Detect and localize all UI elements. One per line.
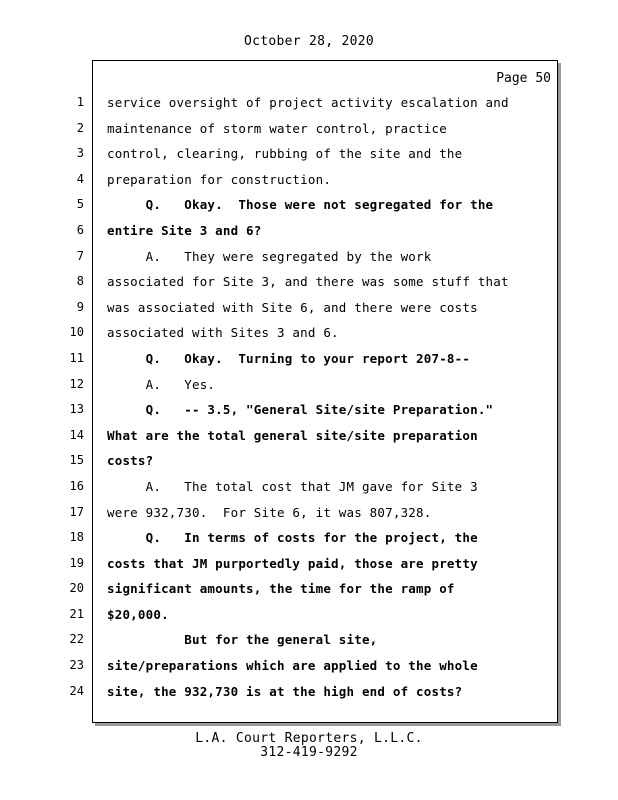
- reporter-company: L.A. Court Reporters, L.L.C.: [195, 731, 423, 746]
- transcript-line: associated with Sites 3 and 6.: [107, 325, 339, 341]
- page-footer: [0, 732, 618, 760]
- transcript-line-question: site/preparations which are applied to the whole: [107, 658, 478, 674]
- transcript-line-answer: A. They were segregated by the work: [107, 248, 432, 264]
- line-number: 22: [69, 632, 84, 647]
- line-number: 16: [69, 478, 84, 493]
- transcript-line-answer: A. The total cost that JM gave for Site 3: [107, 478, 478, 494]
- line-number: 1: [76, 95, 84, 109]
- line-number: 15: [69, 453, 84, 468]
- line-number: 7: [76, 248, 84, 263]
- line-number: 17: [69, 504, 84, 519]
- transcript-line: associated for Site 3, and there was some stuff that: [107, 274, 509, 290]
- line-number: 12: [69, 376, 84, 391]
- line-number: 6: [76, 222, 84, 237]
- line-number: 24: [69, 683, 84, 698]
- transcript-line: was associated with Site 6, and there were costs: [107, 299, 478, 315]
- transcript-line-question: Q. -- 3.5, "General Site/site Preparation.": [107, 402, 494, 418]
- line-number: 10: [69, 325, 84, 340]
- line-number: 4: [76, 171, 84, 186]
- line-number: 8: [76, 274, 84, 289]
- transcript-date: October 28, 2020: [243, 34, 375, 49]
- line-number: 5: [76, 197, 84, 212]
- line-number: 18: [69, 530, 84, 545]
- transcript-line: control, clearing, rubbing of the site and the: [107, 146, 463, 162]
- line-number: 9: [76, 299, 84, 314]
- transcript-line-question: Q. Okay. Turning to your report 207-8--: [107, 350, 471, 366]
- transcript-text: [107, 90, 547, 704]
- transcript-line: were 932,730. For Site 6, it was 807,328.: [107, 504, 432, 520]
- line-number: 20: [69, 581, 84, 596]
- line-number: 13: [69, 402, 84, 417]
- transcript-line-question: Q. In terms of costs for the project, the: [107, 530, 478, 546]
- transcript-line-question: costs that JM purportedly paid, those are pretty: [107, 555, 478, 571]
- line-number: 23: [69, 658, 84, 673]
- line-number: 14: [69, 427, 84, 442]
- transcript-line-question: costs?: [107, 453, 154, 469]
- transcript-line: maintenance of storm water control, practice: [107, 120, 447, 136]
- transcript-line: preparation for construction.: [107, 171, 332, 187]
- line-number-column: [40, 90, 84, 704]
- transcript-line-question: Q. Okay. Those were not segregated for the: [107, 197, 494, 213]
- line-number: 3: [76, 146, 84, 161]
- transcript-line-question: But for the general site,: [107, 632, 378, 648]
- line-number: 21: [69, 606, 84, 621]
- transcript-line-answer: A. Yes.: [107, 376, 216, 392]
- transcript-line-question: significant amounts, the time for the ramp of: [107, 581, 455, 597]
- page-number: Page 50: [496, 71, 551, 86]
- reporter-phone: 312-419-9292: [260, 745, 358, 760]
- line-number: 2: [76, 120, 84, 135]
- transcript-line-question: site, the 932,730 is at the high end of costs?: [107, 683, 463, 699]
- transcript-line: service oversight of project activity escalation and: [107, 95, 509, 110]
- line-number: 11: [69, 350, 84, 365]
- line-number: 19: [69, 555, 84, 570]
- transcript-line-question: $20,000.: [107, 606, 169, 622]
- transcript-line-question: What are the total general site/site preparation: [107, 427, 478, 443]
- transcript-line-question: entire Site 3 and 6?: [107, 222, 262, 238]
